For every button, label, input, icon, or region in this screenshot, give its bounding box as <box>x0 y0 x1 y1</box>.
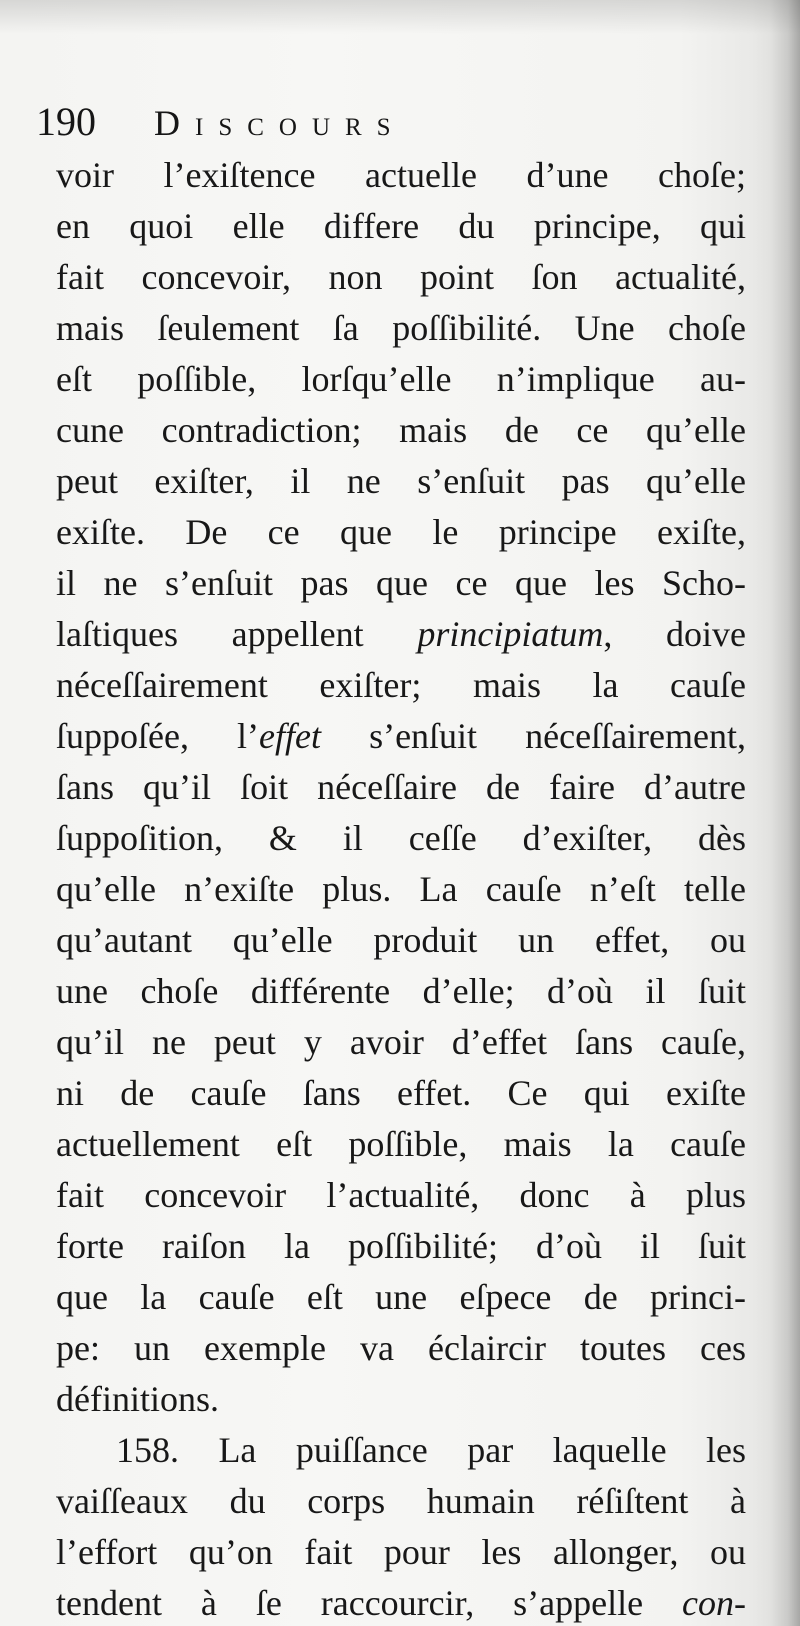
text-line: néceſſairement exiſter; mais la cauſe <box>56 665 746 705</box>
text-line: forte raiſon la poſſibilité; d’où il ſuit <box>56 1226 746 1266</box>
text-line: fait concevoir l’actualité, donc à plus <box>56 1175 746 1215</box>
text-line: que la cauſe eſt une eſpece de princi- <box>56 1277 746 1317</box>
text-line: fait concevoir, non point ſon actualité, <box>56 257 746 297</box>
running-head: Discours <box>154 103 406 143</box>
italic-term: principiatum <box>417 614 604 654</box>
text-line: en quoi elle differe du principe, qui <box>56 206 746 246</box>
text-line: ſuppoſition, & il ceſſe d’exiſter, dès <box>56 818 746 858</box>
page-shadow-top <box>0 0 800 34</box>
text-line: qu’elle n’exiſte plus. La cauſe n’eſt telle <box>56 869 746 909</box>
text-line: qu’il ne peut y avoir d’effet ſans cauſe, <box>56 1022 746 1062</box>
text-run: , doive <box>603 614 746 654</box>
text-line: eſt poſſible, lorſqu’elle n’implique au- <box>56 359 746 399</box>
text-line <box>56 1578 746 1626</box>
text-line: voir l’exiſtence actuelle d’une choſe; <box>56 155 746 195</box>
text-line: qu’autant qu’elle produit un effet, ou <box>56 920 746 960</box>
text-line: pe: un exemple va éclaircir toutes ces <box>56 1328 746 1368</box>
paragraph-start-line: 158. La puiſſance par laquelle les <box>116 1430 746 1470</box>
page-header <box>36 98 756 145</box>
text-line: l’effort qu’on fait pour les allonger, ou <box>56 1532 746 1572</box>
text-run: s’enſuit néceſſairement, <box>321 716 746 756</box>
text-line: une choſe différente d’elle; d’où il ſuit <box>56 971 746 1011</box>
text-line: peut exiſter, il ne s’enſuit pas qu’elle <box>56 461 746 501</box>
text-line: mais ſeulement ſa poſſibilité. Une choſe <box>56 308 746 348</box>
text-line: définitions. <box>56 1379 219 1419</box>
text-line <box>56 711 746 762</box>
text-line: il ne s’enſuit pas que ce que les Scho- <box>56 563 746 603</box>
text-run: laſtiques appellent <box>56 614 364 654</box>
text-line: cune contradiction; mais de ce qu’elle <box>56 410 746 450</box>
text-run: ſuppoſée, l’ <box>56 716 260 756</box>
text-line <box>56 609 746 660</box>
page-gutter-shadow <box>770 0 800 1626</box>
body-text <box>56 150 746 1626</box>
text-line: vaiſſeaux du corps humain réſiſtent à <box>56 1481 746 1521</box>
text-line: ſans qu’il ſoit néceſſaire de faire d’autre <box>56 767 746 807</box>
text-run: tendent à ſe raccourcir, s’appelle <box>56 1583 644 1623</box>
text-line: actuellement eſt poſſible, mais la cauſe <box>56 1124 746 1164</box>
text-line: ni de cauſe ſans effet. Ce qui exiſte <box>56 1073 746 1113</box>
italic-term: con- <box>682 1583 746 1623</box>
italic-term: effet <box>259 716 321 756</box>
page-number: 190 <box>36 99 96 144</box>
text-line: exiſte. De ce que le principe exiſte, <box>56 512 746 552</box>
